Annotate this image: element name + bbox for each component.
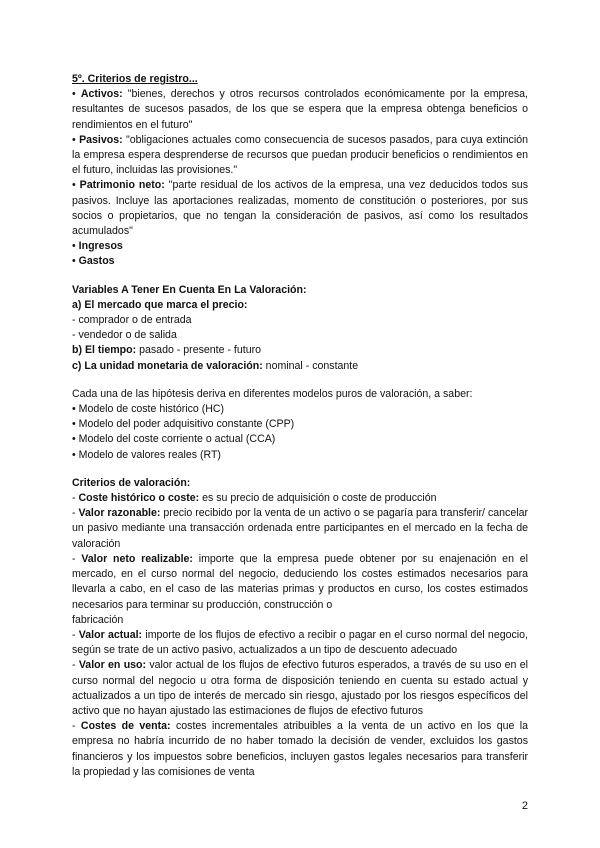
- model-item: • Modelo del poder adquisitivo constante (CPP): [72, 418, 295, 431]
- criterio-coste-historico: - Coste histórico o coste: es su precio de adquisición o coste de producción: [72, 492, 437, 505]
- variable-a-item: - vendedor o de salida: [72, 329, 177, 342]
- criterio-valor-razonable: - Valor razonable: precio recibido por la venta de un activo o se pagaría para transferir/ cancelar un pasivo mediante una transacción ordenada entre participantes en el mercado en la fecha de valoración: [72, 507, 528, 550]
- model-item: • Modelo del coste corriente o actual (CCA): [72, 433, 276, 446]
- variable-b: b) El tiempo: pasado - presente - futuro: [72, 344, 262, 357]
- term-ingresos: Ingresos: [78, 240, 123, 253]
- term-gastos: Gastos: [78, 255, 115, 268]
- model-item: • Modelo de valores reales (RT): [72, 448, 221, 461]
- variable-a-label: a) El mercado que marca el precio:: [72, 298, 248, 311]
- item-pasivos: • Pasivos: "obligaciones actuales como consecuencia de sucesos pasados, para cuya extinción la empresa espera desprenderse de recursos que puedan producir beneficios o rendimientos en el futuro, incluidas las provisiones.": [72, 133, 528, 177]
- variable-c: c) La unidad monetaria de valoración: nominal - constante: [72, 359, 359, 372]
- document-page: [72, 72, 528, 780]
- item-ingresos: • Ingresos: [72, 240, 123, 253]
- item-gastos: • Gastos: [72, 255, 115, 268]
- section-title-criterios-valoracion: Criterios de valoración:: [72, 476, 191, 489]
- criterio-costes-de-venta: - Costes de venta: costes incrementales atribuibles a la venta de un activo en los que la empresa no habría incurrido de no haber tomado la decisión de vender, excluidos los gastos financieros y los impuestos sobre beneficios, incluyen gastos legales necesarios para transferir la propiedad y las comisiones de venta: [72, 720, 528, 778]
- models-intro: Cada una de las hipótesis deriva en diferentes modelos puros de valoración, a saber:: [72, 387, 473, 400]
- section-title-criterios-registro: 5º. Criterios de registro...: [72, 73, 198, 85]
- item-patrimonio-neto: • Patrimonio neto: "parte residual de los activos de la empresa, una vez deducidos todos sus pasivos. Incluye las aportaciones realizadas, momento de constitución o posteriores, por sus socios o propietarios, que no tengan la consideración de pasivos, así como los resultados acumulados": [72, 179, 528, 238]
- criterio-valor-neto-realizable-cont: fabricación: [72, 613, 124, 626]
- term-patrimonio-neto: Patrimonio neto:: [79, 179, 165, 192]
- criterio-valor-neto-realizable: - Valor neto realizable: importe que la empresa puede obtener por su enajenación en el mercado, en el curso normal del negocio, deduciendo los costes estimados necesarios para llevarla a cabo, en el caso de las materias primas y productos en curso, los costes estimados necesarios para terminar su producción, construcción o: [72, 552, 528, 611]
- model-item: • Modelo de coste histórico (HC): [72, 403, 225, 416]
- section-title-variables: Variables A Tener En Cuenta En La Valoración:: [72, 283, 307, 296]
- criterio-valor-en-uso: - Valor en uso: valor actual de los flujos de efectivo futuros esperados, a través de su uso en el curso normal del negocio u otra forma de disposición teniendo en cuenta su estado actual y actualizados a un tipo de interés de mercado sin riesgo, ajustado por los riesgos específicos del activo que no hayan ajustado las estimaciones de flujos de efectivo futuros: [72, 659, 528, 717]
- page-number: 2: [521, 800, 528, 812]
- variable-a-item: - comprador o de entrada: [72, 314, 192, 327]
- term-pasivos: Pasivos:: [79, 133, 123, 146]
- item-activos: • Activos: "bienes, derechos y otros recursos controlados económicamente por la empresa, resultantes de sucesos pasados, de los que se espera que la empresa obtenga beneficios o rendimientos en el futuro": [72, 88, 528, 131]
- term-activos: Activos:: [80, 88, 123, 101]
- criterio-valor-actual: - Valor actual: importe de los flujos de efectivo a recibir o pagar en el curso normal del negocio, según se trate de un activo pasivo, actualizados a un tipo de descuento adecuado: [72, 628, 528, 657]
